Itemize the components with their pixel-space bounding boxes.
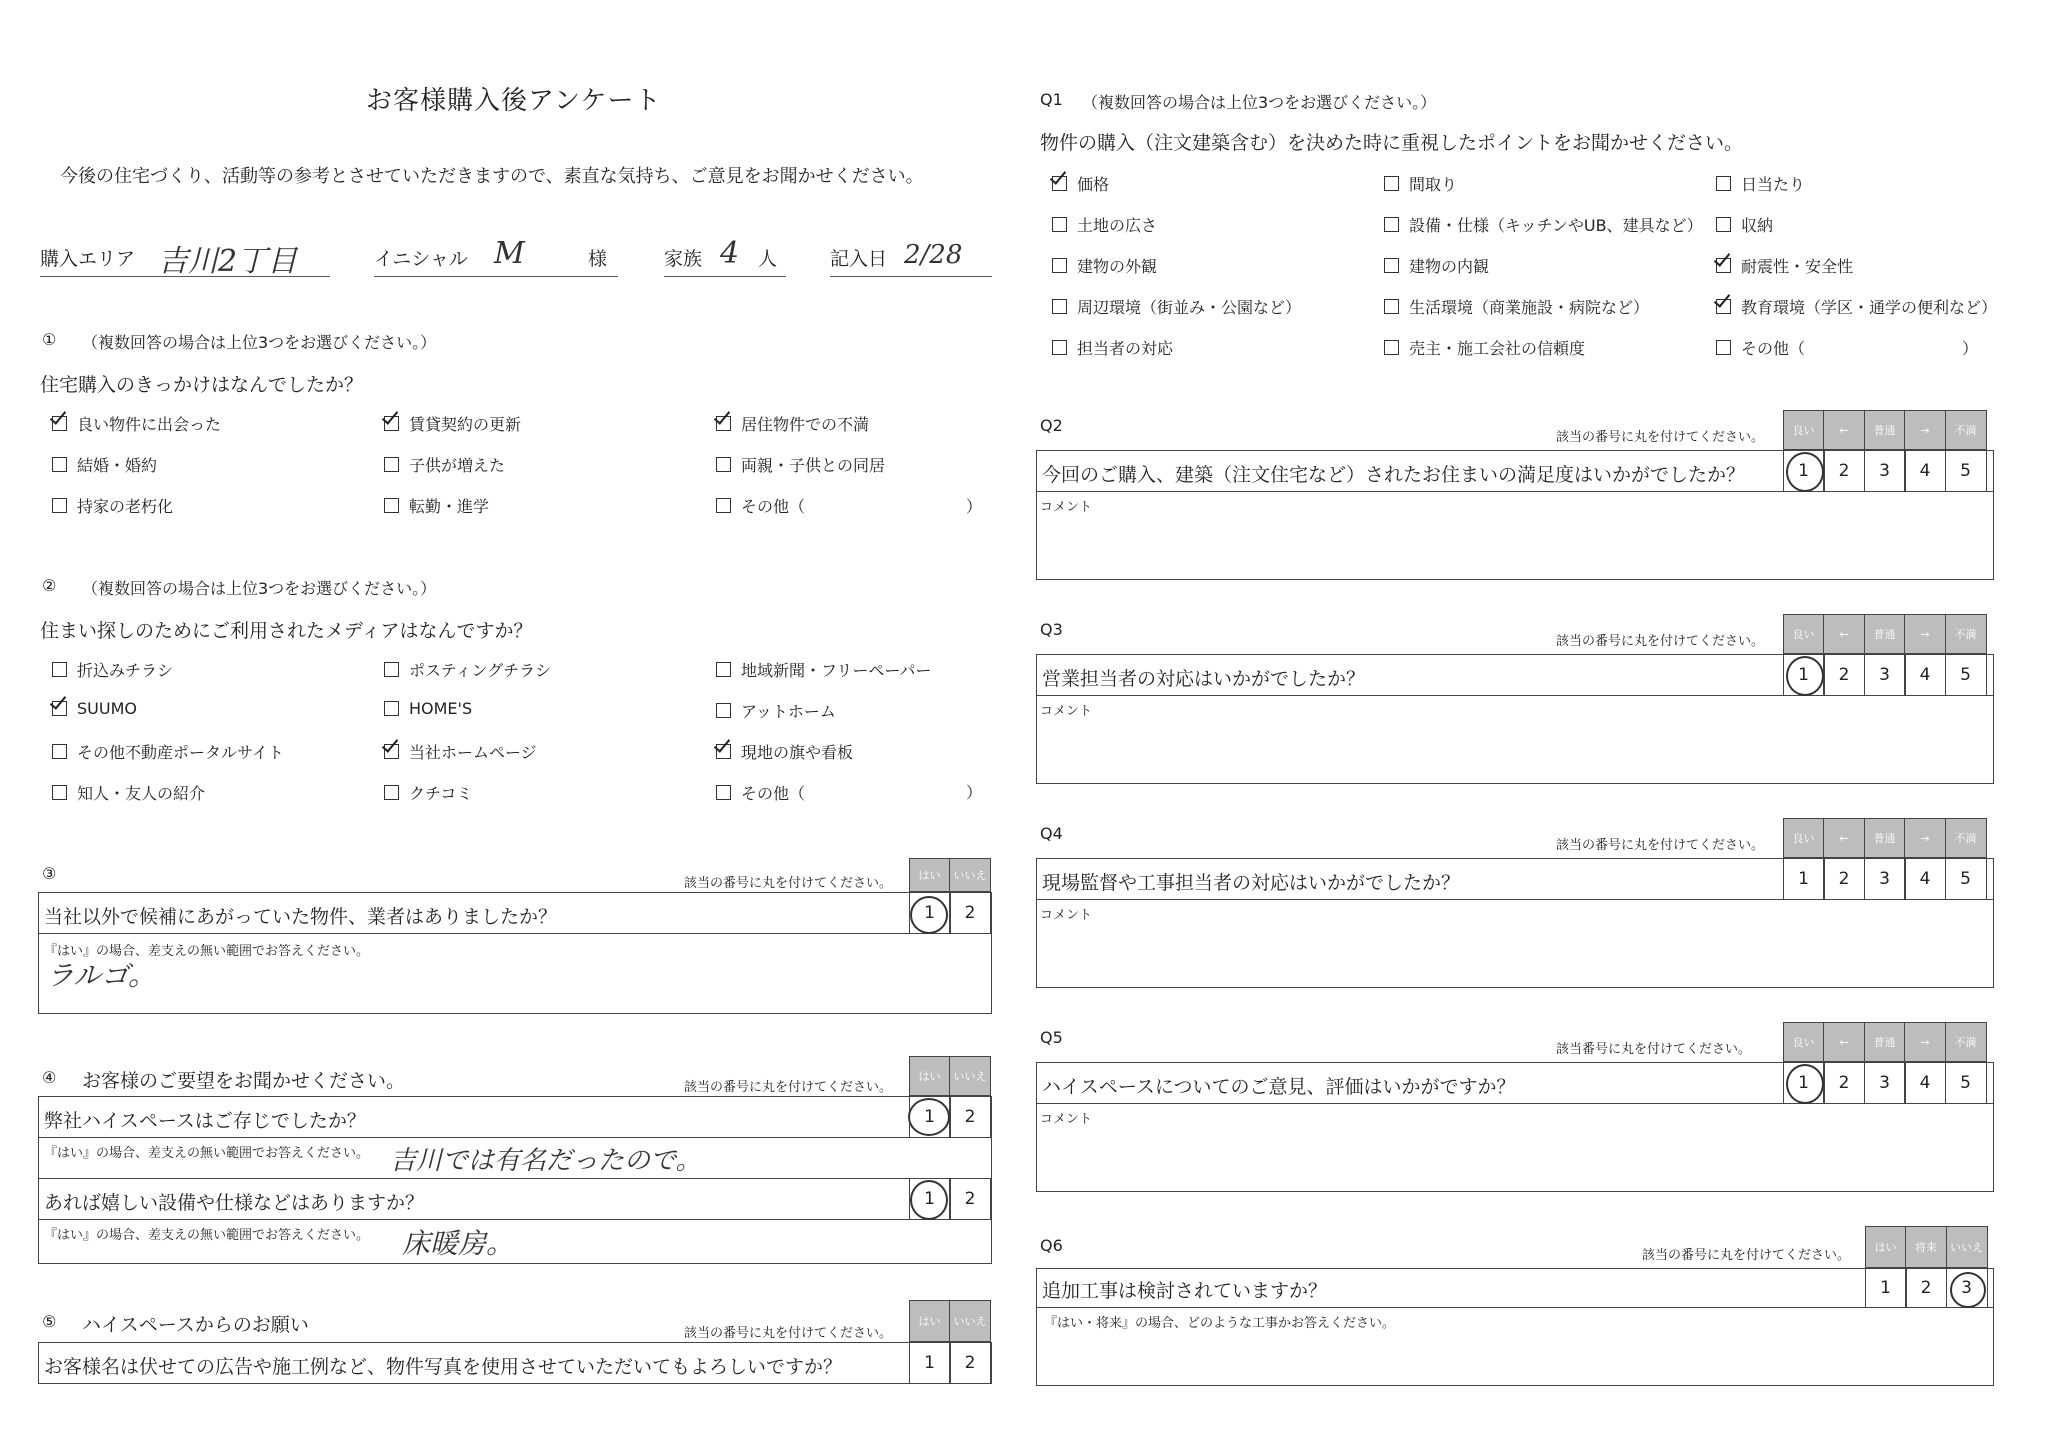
q2-option[interactable] [384,740,537,763]
checkbox[interactable] [1716,176,1731,191]
r4-scale-header: 普通 [1864,818,1906,858]
r3-scale-choice[interactable]: 5 [1945,654,1987,696]
r4-number: Q4 [1040,824,1063,843]
checkbox[interactable] [52,785,67,800]
r5-scale-header: 普通 [1864,1022,1906,1062]
q1-question: 住宅購入のきっかけはなんでしたか？ [40,374,364,396]
r1-note: （複数回答の場合は上位3つをお選びください。） [1082,93,1437,112]
r6-choice-2[interactable]: 2 [1905,1268,1947,1308]
r5-hint: 該当番号に丸を付けてください。 [1556,1042,1752,1057]
r3-scale-header: 普通 [1864,614,1906,654]
r1-option-label: 売主・施工会社の信頼度 [1409,339,1586,358]
q2-option-label: 知人・友人の紹介 [77,784,206,803]
q4-hint: 該当の番号に丸を付けてください。 [684,1080,893,1095]
checkbox[interactable] [716,744,731,759]
q3-choice-headers [910,858,991,892]
checkbox[interactable] [1384,299,1399,314]
q4-choice-headers [910,1056,991,1096]
checkbox[interactable] [1052,258,1067,273]
r4-scale-header: → [1904,818,1946,858]
q2-option[interactable] [52,699,137,718]
r4-question: 現場監督や工事担当者の対応はいかがでしたか？ [1042,872,1461,894]
checkbox[interactable] [716,662,731,677]
q5-choice-headers [910,1300,991,1342]
q1-option-label: 両親・子供との同居 [741,456,886,475]
r1-option[interactable] [1052,336,1173,359]
r1-option[interactable] [1384,213,1703,236]
q3-sub: 『はい』の場合、差支えの無い範囲でお答えください。 [44,944,370,959]
q1-option[interactable] [52,453,157,476]
q4-number: ④ [42,1068,57,1087]
r1-option[interactable] [1052,172,1109,195]
r4-scale-headers [1784,818,1987,858]
r5-scale-choice[interactable]: 3 [1864,1062,1906,1104]
q2-option-label: 地域新聞・フリーペーパー [741,661,932,680]
q5-choices [910,1342,991,1384]
checkbox[interactable] [1716,299,1731,314]
r1-option-label: 土地の広さ [1077,216,1158,235]
q5-title: ハイスペースからのお願い [82,1314,309,1336]
checkbox[interactable] [384,498,399,513]
r5-scale-choice[interactable]: 4 [1904,1062,1946,1104]
family-underline [664,276,786,277]
r6-question: 追加工事は検討されていますか？ [1042,1280,1328,1302]
checkbox[interactable] [716,416,731,431]
r3-scale-choice[interactable]: 3 [1864,654,1906,696]
page-title: お客様購入後アンケート [366,86,662,116]
q2-option[interactable] [716,699,836,722]
q3-hdr-yes: はい [909,858,951,892]
r1-option[interactable] [1716,295,1997,318]
r3-scale-header: ← [1823,614,1865,654]
date-underline [830,276,992,277]
family-value[interactable]: 4 [720,236,740,271]
q5-hdr-yes: はい [909,1300,951,1342]
r3-comment-label: コメント [1040,704,1093,719]
r3-scale-headers [1784,614,1987,654]
q5-hdr-no: いいえ [949,1300,991,1342]
initial-suffix: 様 [588,248,608,270]
q5-choice-2[interactable]: 2 [949,1342,991,1384]
checkbox[interactable] [384,701,399,716]
q3-hdr-no: いいえ [949,858,991,892]
q3-choice-1[interactable]: 1 [909,892,951,934]
checkbox[interactable] [1384,217,1399,232]
r3-scale-header: 良い [1783,614,1825,654]
q4b-answer[interactable]: 床暖房。 [402,1227,515,1260]
checkbox[interactable] [52,701,67,716]
r2-scale-headers [1784,410,1987,450]
r5-scale-header: ← [1823,1022,1865,1062]
q4a-sub: 『はい』の場合、差支えの無い範囲でお答えください。 [44,1146,370,1161]
checkbox[interactable] [1052,176,1067,191]
r4-scale-choice[interactable]: 2 [1823,858,1865,900]
r4-scale-header: 不満 [1945,818,1987,858]
q3-answer[interactable]: ラルゴ。 [46,959,157,992]
r2-scale-header: 不満 [1945,410,1987,450]
checkbox[interactable] [384,457,399,472]
r2-scale-header: 普通 [1864,410,1906,450]
initial-label: イニシャル [374,248,468,270]
r4-scale-choices [1784,858,1987,900]
r3-number: Q3 [1040,620,1063,639]
q1-option-label: 賃貸契約の更新 [409,415,522,434]
q2-option-label: HOME'S [409,699,473,718]
q4a-choice-2[interactable]: 2 [949,1096,991,1138]
family-suffix: 人 [758,248,778,270]
q5-choice-1[interactable]: 1 [909,1342,951,1384]
r2-scale-header: → [1904,410,1946,450]
r1-question: 物件の購入（注文建築含む）を決めた時に重視したポイントをお聞かせください。 [1040,132,1744,154]
q1-option-label: その他（ [741,497,806,516]
area-underline [40,276,330,277]
q4-title: お客様のご要望をお聞かせください。 [82,1070,406,1092]
r6-number: Q6 [1040,1236,1063,1255]
q2-other-close: ） [966,783,983,802]
q2-option-label: 現地の旗や看板 [741,743,854,762]
checkbox[interactable] [1384,340,1399,355]
q2-option-label: その他（ [741,784,806,803]
r6-selected-circle [1950,1272,1986,1308]
q1-option-label: 良い物件に出会った [77,415,222,434]
r1-other-close: ） [1962,339,1979,358]
r1-option-label: 建物の外観 [1077,257,1158,276]
q2-option[interactable] [52,740,284,763]
r6-choice-3[interactable]: 3 [1946,1268,1988,1308]
r2-question: 今回のご購入、建築（注文住宅など）されたお住まいの満足度はいかがでしたか？ [1042,464,1746,486]
r1-option[interactable] [1052,295,1301,318]
q4b-choice-2[interactable]: 2 [949,1178,991,1220]
r2-number: Q2 [1040,416,1063,435]
q2-option-label: ポスティングチラシ [409,661,552,680]
r5-question: ハイスペースについてのご意見、評価はいかがですか？ [1042,1076,1516,1098]
r5-scale-header: 不満 [1945,1022,1987,1062]
q2-option-label: 当社ホームページ [409,743,537,762]
q1-option-label: 転勤・進学 [409,497,490,516]
r1-option[interactable] [1716,172,1805,195]
r2-scale-header: 良い [1783,410,1825,450]
q2-option[interactable] [384,699,472,718]
r2-scale-choice[interactable]: 4 [1904,450,1946,492]
r1-option-label: 収納 [1741,216,1774,235]
r6-choice-headers [1866,1226,1988,1268]
r4-scale-header: 良い [1783,818,1825,858]
q4b-sub: 『はい』の場合、差支えの無い範囲でお答えください。 [44,1228,370,1243]
r5-number: Q5 [1040,1028,1063,1047]
r1-option-label: 周辺環境（街並み・公園など） [1077,298,1302,317]
q4a-choice-1[interactable]: 1 [909,1096,951,1138]
r4-hint: 該当の番号に丸を付けてください。 [1556,838,1765,853]
r4-scale-choice[interactable]: 1 [1783,858,1825,900]
q3-question: 当社以外で候補にあがっていた物件、業者はありましたか？ [44,906,558,928]
r5-scale-choice[interactable]: 1 [1783,1062,1825,1104]
r5-scale-header: 良い [1783,1022,1825,1062]
r2-scale-choice[interactable]: 1 [1783,450,1825,492]
r3-scale-choice[interactable]: 1 [1783,654,1825,696]
checkbox[interactable] [52,416,67,431]
q4b-selected-circle [910,1180,948,1220]
q1-option-label: 子供が増えた [409,456,506,475]
q1-note: （複数回答の場合は上位3つをお選びください。） [82,333,437,352]
checkbox[interactable] [1052,299,1067,314]
q1-option[interactable] [716,494,805,517]
checkbox[interactable] [716,498,731,513]
r2-comment-label: コメント [1040,500,1093,515]
q2-option-label: 折込みチラシ [77,661,174,680]
q2-option-label: その他不動産ポータルサイト [77,743,284,762]
checkbox[interactable] [52,498,67,513]
checkbox[interactable] [716,457,731,472]
q4a-answer[interactable]: 吉川では有名だったので。 [390,1146,702,1176]
area-label: 購入エリア [40,248,136,270]
r1-option[interactable] [1716,254,1853,277]
r6-choice-1[interactable]: 1 [1865,1268,1907,1308]
r4-scale-choice[interactable]: 3 [1864,858,1906,900]
q1-option-label: 結婚・婚約 [77,456,158,475]
r2-scale-choice[interactable]: 5 [1945,450,1987,492]
checkbox[interactable] [1716,340,1731,355]
q5-number: ⑤ [42,1312,57,1331]
checkbox[interactable] [52,662,67,677]
checkbox[interactable] [1052,340,1067,355]
r3-scale-header: 不満 [1945,614,1987,654]
area-value[interactable]: 吉川2丁目 [158,244,298,279]
r4-scale-header: ← [1823,818,1865,858]
r3-hint: 該当の番号に丸を付けてください。 [1556,634,1765,649]
r5-scale-choice[interactable]: 5 [1945,1062,1987,1104]
q3-selected-circle [910,896,948,934]
q2-option-label: クチコミ [409,784,473,803]
q2-number: ② [42,576,57,595]
q2-question: 住まい探しのためにご利用されたメディアはなんですか？ [40,620,533,642]
q2-option[interactable] [716,658,932,681]
q4a-question: 弊社ハイスペースはご存じでしたか？ [44,1110,366,1132]
q4a-selected-circle [908,1098,950,1136]
r5-comment-label: コメント [1040,1112,1093,1127]
r2-selected-circle [1786,452,1824,492]
r1-option-label: 価格 [1077,175,1110,194]
r5-scale-header: → [1904,1022,1946,1062]
r1-option-label: 担当者の対応 [1077,339,1174,358]
q2-option[interactable] [52,658,173,681]
r6-hdr-no: いいえ [1946,1226,1988,1268]
r6-sub: 『はい・将来』の場合、どのような工事かお答えください。 [1044,1316,1396,1331]
q4-hdr-yes: はい [909,1056,951,1096]
q2-option-label: アットホーム [741,702,836,721]
q3-number: ③ [42,864,57,883]
checkbox[interactable] [1052,217,1067,232]
q3-hint: 該当の番号に丸を付けてください。 [684,876,893,891]
r2-scale-choice[interactable]: 2 [1823,450,1865,492]
q5-hint: 該当の番号に丸を付けてください。 [684,1326,893,1341]
q4-hdr-no: いいえ [949,1056,991,1096]
q2-option[interactable] [384,781,472,804]
checkbox[interactable] [52,744,67,759]
checkbox[interactable] [384,416,399,431]
q2-option[interactable] [716,781,805,804]
r1-option-label: 日当たり [1741,175,1806,194]
q1-number: ① [42,330,57,349]
r1-option[interactable] [1716,213,1773,236]
intro-text: 今後の住宅づくり、活動等の参考とさせていただきますので、素直な気持ち、ご意見をお聞かせください。 [60,166,924,187]
r1-number: Q1 [1040,90,1063,109]
checkbox[interactable] [384,785,399,800]
r1-option-label: 間取り [1409,175,1458,194]
r2-scale-header: ← [1823,410,1865,450]
r5-scale-choice[interactable]: 2 [1823,1062,1865,1104]
r1-option-label: 設備・仕様（キッチンやUB、建具など） [1409,216,1703,235]
r3-question: 営業担当者の対応はいかがでしたか？ [1042,668,1366,690]
checkbox[interactable] [384,662,399,677]
r1-option-label: その他（ [1741,339,1806,358]
r4-scale-choice[interactable]: 4 [1904,858,1946,900]
date-value[interactable]: 2/28 [904,240,963,270]
checkbox[interactable] [384,744,399,759]
initial-value[interactable]: M [494,236,525,271]
r1-option[interactable] [1384,172,1457,195]
q1-option[interactable] [384,494,489,517]
q1-option[interactable] [384,453,505,476]
q1-option[interactable] [52,412,221,435]
initial-underline [374,276,618,277]
r1-option[interactable] [1384,254,1489,277]
r5-scale-headers [1784,1022,1987,1062]
checkbox[interactable] [716,785,731,800]
q1-option[interactable] [52,494,173,517]
q2-option[interactable] [52,781,205,804]
q1-other-close: ） [966,497,983,516]
checkbox[interactable] [716,703,731,718]
r6-hdr-yes: はい [1865,1226,1907,1268]
r6-hint: 該当の番号に丸を付けてください。 [1642,1248,1851,1263]
r6-hdr-future: 将来 [1905,1226,1947,1268]
r3-scale-choice[interactable]: 2 [1823,654,1865,696]
checkbox[interactable] [1716,217,1731,232]
q3-choice-2[interactable]: 2 [949,892,991,934]
q1-option[interactable] [716,453,885,476]
r2-scale-choice[interactable]: 3 [1864,450,1906,492]
q1-option-label: 持家の老朽化 [77,497,174,516]
q1-option[interactable] [384,412,521,435]
r1-option-label: 耐震性・安全性 [1741,257,1854,276]
checkbox[interactable] [52,457,67,472]
r1-option[interactable] [1052,254,1157,277]
q2-note: （複数回答の場合は上位3つをお選びください。） [82,579,437,598]
r3-scale-choice[interactable]: 4 [1904,654,1946,696]
q2-option-label: SUUMO [77,699,137,718]
r1-option[interactable] [1384,336,1585,359]
r5-selected-circle [1786,1064,1824,1104]
r1-option-label: 教育環境（学区・通学の便利など） [1741,298,1998,317]
checkbox[interactable] [1384,176,1399,191]
q5-question: お客様名は伏せての広告や施工例など、物件写真を使用させていただいてもよろしいですか？ [44,1356,843,1378]
r2-hint: 該当の番号に丸を付けてください。 [1556,430,1765,445]
r4-scale-choice[interactable]: 5 [1945,858,1987,900]
date-label: 記入日 [830,248,888,270]
q4b-question: あれば嬉しい設備や仕様などはありますか？ [44,1192,425,1214]
checkbox[interactable] [1384,258,1399,273]
family-label: 家族 [664,248,703,270]
r1-option[interactable] [1052,213,1157,236]
q1-option-label: 居住物件での不満 [741,415,870,434]
r1-option[interactable] [1716,336,1805,359]
r3-selected-circle [1786,656,1824,696]
q2-option[interactable] [716,740,853,763]
q1-option[interactable] [716,412,869,435]
r1-option-label: 生活環境（商業施設・病院など） [1409,298,1650,317]
q4b-choice-1[interactable]: 1 [909,1178,951,1220]
checkbox[interactable] [1716,258,1731,273]
r1-option[interactable] [1384,295,1649,318]
r3-scale-header: → [1904,614,1946,654]
r4-comment-label: コメント [1040,908,1093,923]
q2-option[interactable] [384,658,551,681]
r1-option-label: 建物の内観 [1409,257,1490,276]
